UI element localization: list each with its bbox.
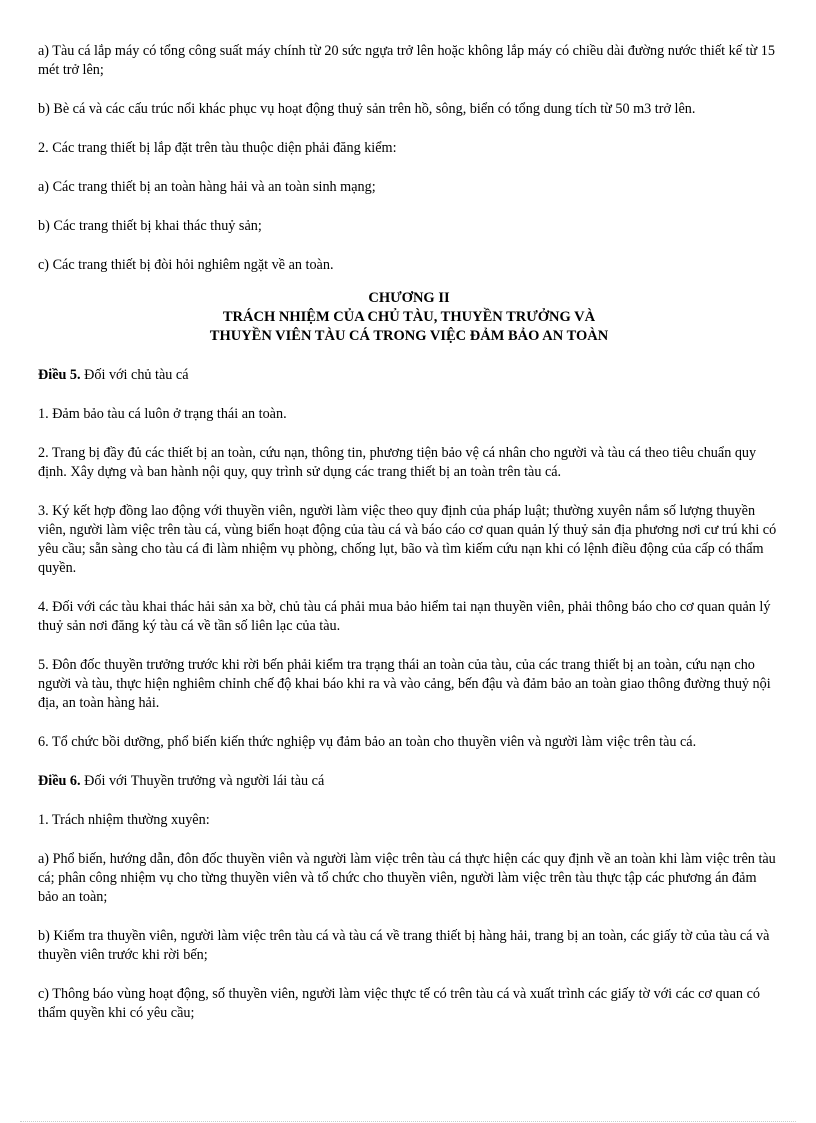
article-item: 2. Trang bị đầy đủ các thiết bị an toàn, cứu nạn, thông tin, phương tiện bảo vệ cá nhân cho người và tàu cá theo tiêu chuẩn quy định. Xây dựng và ban hành nội quy, quy trình sử dụng các trang thiết bị an toàn trên tàu cá. <box>38 445 757 480</box>
paragraph: a) Các trang thiết bị an toàn hàng hải và an toàn sinh mạng; <box>38 179 376 195</box>
article-item: 6. Tổ chức bồi dưỡng, phổ biến kiến thức nghiệp vụ đảm bảo an toàn cho thuyền viên và người làm việc trên tàu cá. <box>38 734 697 750</box>
article-item: 4. Đối với các tàu khai thác hải sản xa bờ, chủ tàu cá phải mua bảo hiểm tai nạn thuyền viên, phải thông báo cho cơ quan quản lý thuỷ sản nơi đăng ký tàu cá về tần số liên lạc của tàu. <box>38 599 771 634</box>
article-item: 1. Đảm bảo tàu cá luôn ở trạng thái an toàn. <box>38 406 287 422</box>
paragraph: c) Các trang thiết bị đòi hỏi nghiêm ngặt về an toàn. <box>38 257 334 273</box>
chapter-title-line: THUYỀN VIÊN TÀU CÁ TRONG VIỆC ĐẢM BẢO AN TOÀN <box>209 328 609 344</box>
paragraph: b) Các trang thiết bị khai thác thuỷ sản; <box>38 218 262 234</box>
article-number: Điều 5. <box>38 367 81 383</box>
article-item: c) Thông báo vùng hoạt động, số thuyền viên, người làm việc thực tế có trên tàu cá và xuất trình các giấy tờ với các cơ quan có thẩm quyền khi có yêu cầu; <box>38 986 760 1021</box>
paragraph: 2. Các trang thiết bị lắp đặt trên tàu thuộc diện phải đăng kiểm: <box>38 140 397 156</box>
chapter-number: CHƯƠNG II <box>368 290 450 306</box>
article-title: Đối với Thuyền trưởng và người lái tàu cá <box>80 773 325 789</box>
article-title: Đối với chủ tàu cá <box>80 367 189 383</box>
article-6-heading <box>38 772 780 791</box>
article-item: 5. Đôn đốc thuyền trưởng trước khi rời bến phải kiểm tra trạng thái an toàn của tàu, của các trang thiết bị an toàn, cứu nạn cho người và tàu, thực hiện nghiêm chỉnh chế độ khai báo khi ra và vào cảng, bến đậu và đảm bảo an toàn giao thông đường thuỷ nội địa, an toàn hàng hải. <box>38 657 771 711</box>
article-item: 1. Trách nhiệm thường xuyên: <box>38 812 210 828</box>
page-bottom-divider <box>20 1121 796 1122</box>
chapter-title-line: TRÁCH NHIỆM CỦA CHỦ TÀU, THUYỀN TRƯỞNG VÀ <box>222 309 596 325</box>
article-number: Điều 6. <box>38 773 81 789</box>
paragraph: b) Bè cá và các cấu trúc nổi khác phục vụ hoạt động thuỷ sản trên hồ, sông, biển có tổng dung tích từ 50 m3 trở lên. <box>38 101 696 117</box>
document-page <box>38 42 780 1043</box>
article-item: b) Kiểm tra thuyền viên, người làm việc trên tàu cá và tàu cá về trang thiết bị hàng hải, trang bị an toàn, các giấy tờ của tàu cá và thuyền viên trước khi rời bến; <box>38 928 770 963</box>
chapter-heading <box>38 289 780 346</box>
paragraph: a) Tàu cá lắp máy có tổng công suất máy chính từ 20 sức ngựa trở lên hoặc không lắp máy có chiều dài đường nước thiết kế từ 15 mét trở lên; <box>38 43 775 78</box>
article-item: a) Phổ biến, hướng dẫn, đôn đốc thuyền viên và người làm việc trên tàu cá thực hiện các quy định về an toàn khi làm việc trên tàu cá; phân công nhiệm vụ cho từng thuyền viên và tổ chức cho thuyền viên, người làm việc trên tàu thực tập các phương án đảm bảo an toàn; <box>38 851 776 905</box>
article-item: 3. Ký kết hợp đồng lao động với thuyền viên, người làm việc theo quy định của pháp luật; thường xuyên nắm số lượng thuyền viên, người làm việc trên tàu cá, vùng biển hoạt động của tàu cá và báo cáo cơ quan quản lý thuỷ sản địa phương nơi cư trú khi có yêu cầu; sẵn sàng cho tàu cá đi làm nhiệm vụ phòng, chống lụt, bão và tìm kiếm cứu nạn khi có lệnh điều động của cấp có thẩm quyền. <box>38 503 777 576</box>
article-5-heading <box>38 366 780 385</box>
